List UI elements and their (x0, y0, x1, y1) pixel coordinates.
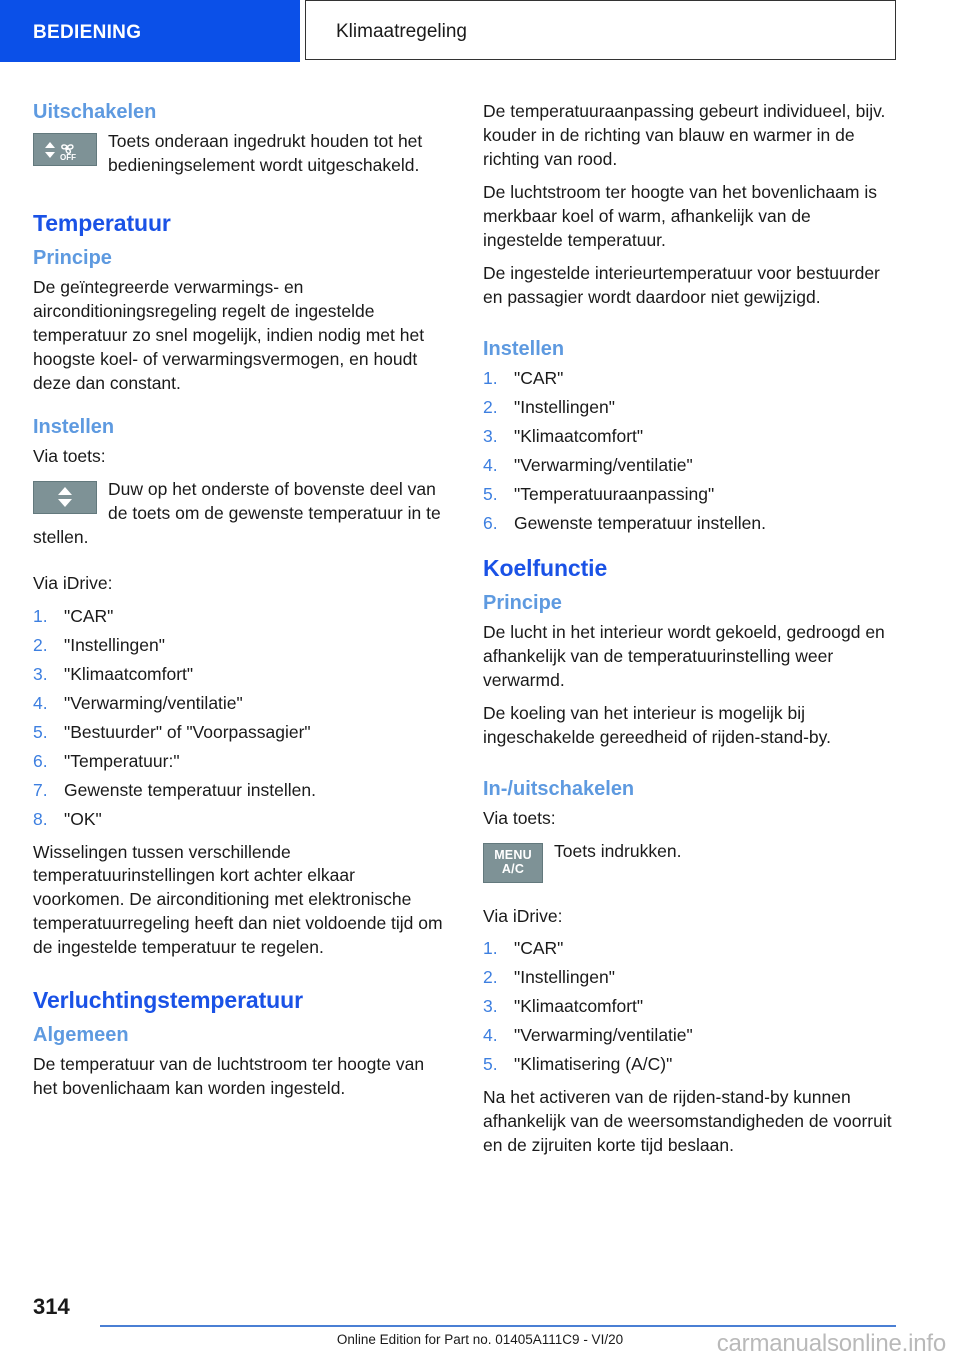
right-column (483, 100, 895, 1167)
list-item: "Klimatisering (A/C)" (514, 1054, 673, 1075)
right-intro-paragraph: De temperatuuraanpassing gebeurt individueel, bijv. kouder in de richting van blauw en warmer in de richting van rood. (483, 101, 886, 169)
list-item: "Instellingen" (514, 396, 615, 417)
section-tab (305, 0, 896, 60)
heading-temperatuur: Temperatuur (33, 209, 171, 236)
uitschakelen-icon-block (33, 130, 445, 178)
footer-edition-text: Online Edition for Part no. 01405A111C9 - VI/20 (336, 1332, 624, 1347)
list-item: "Verwarming/ventilatie" (514, 454, 693, 475)
algemeen-text: De temperatuur van de luchtstroom ter hoogte van het bovenlichaam kan worden ingesteld. (33, 1054, 425, 1099)
right-instellen-steps (483, 367, 895, 536)
list-item: "Klimaatcomfort" (64, 663, 194, 684)
heading-uitschakelen: Uitschakelen (33, 101, 157, 123)
svg-text:OFF: OFF (60, 152, 76, 161)
list-item: "Temperatuuraanpassing" (514, 483, 715, 504)
list-item: "CAR" (514, 938, 564, 959)
right-intro-paragraph: De luchtstroom ter hoogte van het bovenlichaam is merkbaar koel of warm, afhankelijk van de ingestelde temperatuur. (483, 181, 877, 250)
menu-ac-icon-block (483, 840, 895, 883)
footer-divider (100, 1325, 896, 1327)
section-label: Klimaatregeling (336, 21, 467, 42)
heading-algemeen: Algemeen (33, 1024, 129, 1047)
list-item: "Klimaatcomfort" (514, 996, 644, 1017)
spacer (483, 545, 895, 555)
via-toets-label: Via toets: (33, 445, 106, 466)
spacer (33, 405, 445, 415)
fan-off-button-icon (33, 133, 97, 166)
left-instellen-steps (33, 605, 445, 832)
list-item: "Instellingen" (64, 634, 165, 655)
instellen-icon-block (33, 478, 445, 550)
chapter-tab (0, 0, 300, 62)
chapter-label: BEDIENING (33, 22, 142, 43)
list-item: "Verwarming/ventilatie" (64, 692, 243, 713)
page-number: 314 (33, 1294, 70, 1319)
list-item: "Temperatuur:" (64, 750, 180, 771)
koelfunctie-principe-paragraph: De lucht in het interieur wordt gekoeld, gedroogd en afhankelijk van de temperatuurinstelling weer verwarmd. (483, 621, 885, 690)
list-item: "CAR" (514, 367, 564, 388)
spacer (483, 319, 895, 337)
menu-ac-line1: MENU (494, 848, 532, 862)
temperatuur-principe-text: De geïntegreerde verwarmings- en airconditioningsregeling regelt de ingestelde temperatuur zo snel mogelijk, indien nodig met het hoogste koel- of verwarmingsvermogen, en houdt deze dan constant. (33, 277, 425, 393)
site-watermark: carmanualsonline.info (716, 1330, 946, 1357)
via-idrive-label: Via iDrive: (483, 905, 563, 926)
menu-ac-line2: A/C (501, 861, 525, 876)
uitschakelen-icon-text: Toets onderaan ingedrukt houden tot het bedieningselement wordt uitgeschakeld. (108, 131, 423, 175)
temperatuur-instellen-note: Wisselingen tussen verschillende temperatuurinstellingen kort achter elkaar voorkomen. De airconditioning met elektronische temperatuurregeling heeft dan niet voldoende tijd om de ingestelde temperatuur te regelen. (33, 841, 443, 958)
list-item: "Bestuurder" of "Voorpassagier" (64, 721, 311, 742)
heading-temperatuur-instellen: Instellen (33, 415, 115, 438)
spacer (483, 887, 895, 905)
list-item: Gewenste temperatuur instellen. (64, 779, 316, 800)
in-uitschakelen-note: Na het activeren van de rijden-stand-by kunnen afhankelijk van de weersomstandigheden de voorruit en de zijruiten korte tijd beslaan. (483, 1087, 892, 1156)
up-down-rocker-button-icon (33, 481, 97, 514)
heading-right-instellen: Instellen (483, 337, 565, 360)
spacer (483, 759, 895, 777)
heading-koelfunctie-principe: Principe (483, 591, 562, 614)
menu-ac-icon-text: Toets indrukken. (554, 840, 682, 861)
via-toets-label: Via toets: (483, 807, 556, 828)
list-item: "Klimaatcomfort" (514, 425, 644, 446)
instellen-icon-text: Duw op het onderste of bovenste deel van de toets om de gewenste temperatuur in te stellen. (33, 478, 441, 547)
left-column (33, 100, 445, 1110)
list-item: "OK" (64, 808, 102, 829)
list-item: "Verwarming/ventilatie" (514, 1025, 693, 1046)
via-idrive-label: Via iDrive: (33, 572, 113, 593)
heading-verluchtingstemperatuur: Verluchtingstemperatuur (33, 987, 303, 1014)
menu-ac-button-icon (483, 843, 543, 883)
heading-koelfunctie: Koelfunctie (483, 554, 608, 581)
page-header (0, 0, 960, 62)
list-item: "Instellingen" (514, 967, 615, 988)
heading-in-uitschakelen: In-/uitschakelen (483, 777, 635, 800)
in-uitschakelen-steps (483, 937, 895, 1077)
list-item: Gewenste temperatuur instellen. (514, 512, 766, 533)
heading-temperatuur-principe: Principe (33, 247, 112, 270)
spacer (33, 554, 445, 572)
list-item: "CAR" (64, 605, 114, 626)
koelfunctie-principe-paragraph: De koeling van het interieur is mogelijk bij ingeschakelde gereedheid of rijden-stand-by. (483, 702, 831, 747)
right-intro-paragraph: De ingestelde interieurtemperatuur voor bestuurder en passagier wordt daardoor niet gewijzigd. (483, 262, 880, 307)
spacer (33, 182, 445, 210)
spacer (33, 969, 445, 987)
